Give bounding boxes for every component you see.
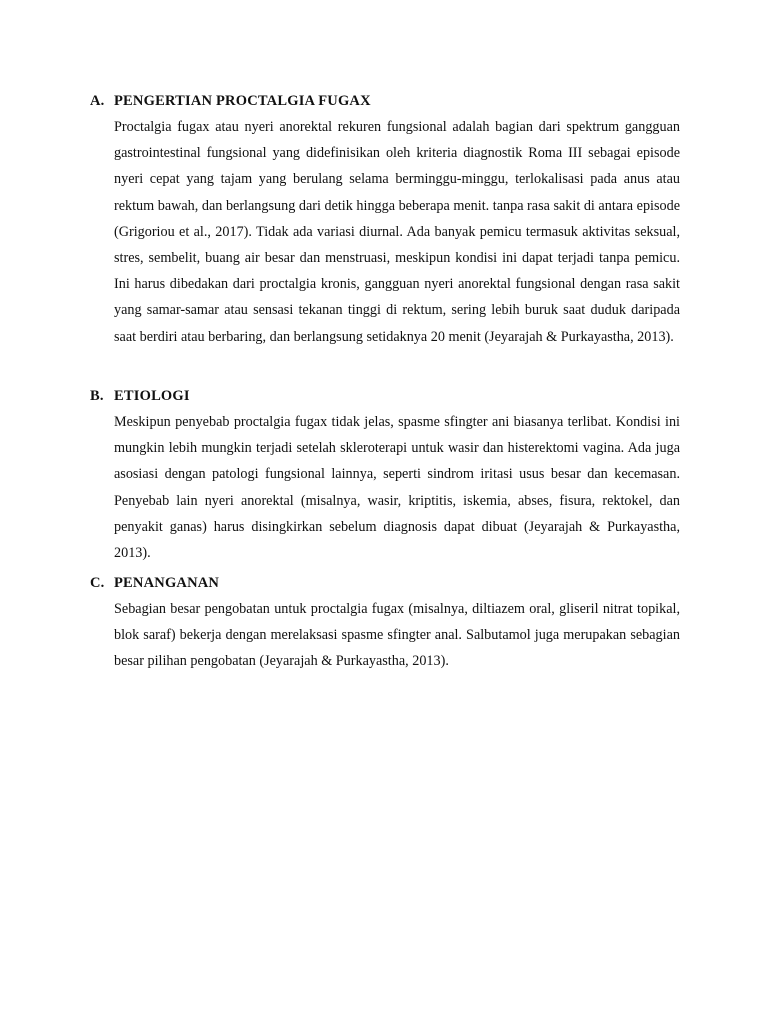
section-etiologi [90, 383, 680, 566]
section-paragraph: Proctalgia fugax atau nyeri anorektal rekuren fungsional adalah bagian dari spektrum gangguan gastrointestinal fungsional yang didefinisikan oleh kriteria diagnostik Roma III sebagai episode nyeri cepat yang tajam yang berulang selama berminggu-minggu, terlokalisasi pada anus atau rektum bawah, dan berlangsung dari detik hingga beberapa menit. tanpa rasa sakit di antara episode (Grigoriou et al., 2017). Tidak ada variasi diurnal. Ada banyak pemicu termasuk aktivitas seksual, stres, sembelit, buang air besar dan menstruasi, meskipun kondisi ini dapat terjadi tanpa pemicu. Ini harus dibedakan dari proctalgia kronis, gangguan nyeri anorektal fungsional dengan rasa sakit yang samar-samar atau sensasi tekanan tinggi di rektum, sering lebih buruk saat duduk daripada saat berdiri atau berbaring, dan berlangsung setidaknya 20 menit (Jeyarajah & Purkayastha, 2013). [114, 119, 680, 345]
section-title: PENANGANAN [114, 575, 220, 591]
section-letter: A. [90, 93, 105, 109]
section-title: PENGERTIAN PROCTALGIA FUGAX [114, 93, 371, 109]
section-title: ETIOLOGI [114, 388, 190, 404]
section-heading [90, 88, 680, 114]
section-penanganan [90, 570, 680, 675]
section-heading [90, 383, 680, 409]
section-pengertian [90, 88, 680, 350]
section-paragraph: Meskipun penyebab proctalgia fugax tidak jelas, spasme sfingter ani biasanya terlibat. Kondisi ini mungkin lebih mungkin terjadi setelah skleroterapi untuk wasir dan histerektomi vagina. Ada juga asosiasi dengan patologi fungsional lainnya, seperti sindrom iritasi usus besar dan kecemasan. Penyebab lain nyeri anorektal (misalnya, wasir, kriptitis, iskemia, abses, fisura, rektokel, dan penyakit ganas) harus disingkirkan sebelum diagnosis dapat dibuat (Jeyarajah & Purkayastha, 2013). [114, 414, 680, 562]
section-letter: B. [90, 388, 104, 404]
section-letter: C. [90, 575, 105, 591]
section-heading [90, 570, 680, 596]
section-paragraph: Sebagian besar pengobatan untuk proctalgia fugax (misalnya, diltiazem oral, gliseril nitrat topikal, blok saraf) bekerja dengan merelaksasi spasme sfingter anal. Salbutamol juga merupakan sebagian besar pilihan pengobatan (Jeyarajah & Purkayastha, 2013). [114, 601, 680, 670]
